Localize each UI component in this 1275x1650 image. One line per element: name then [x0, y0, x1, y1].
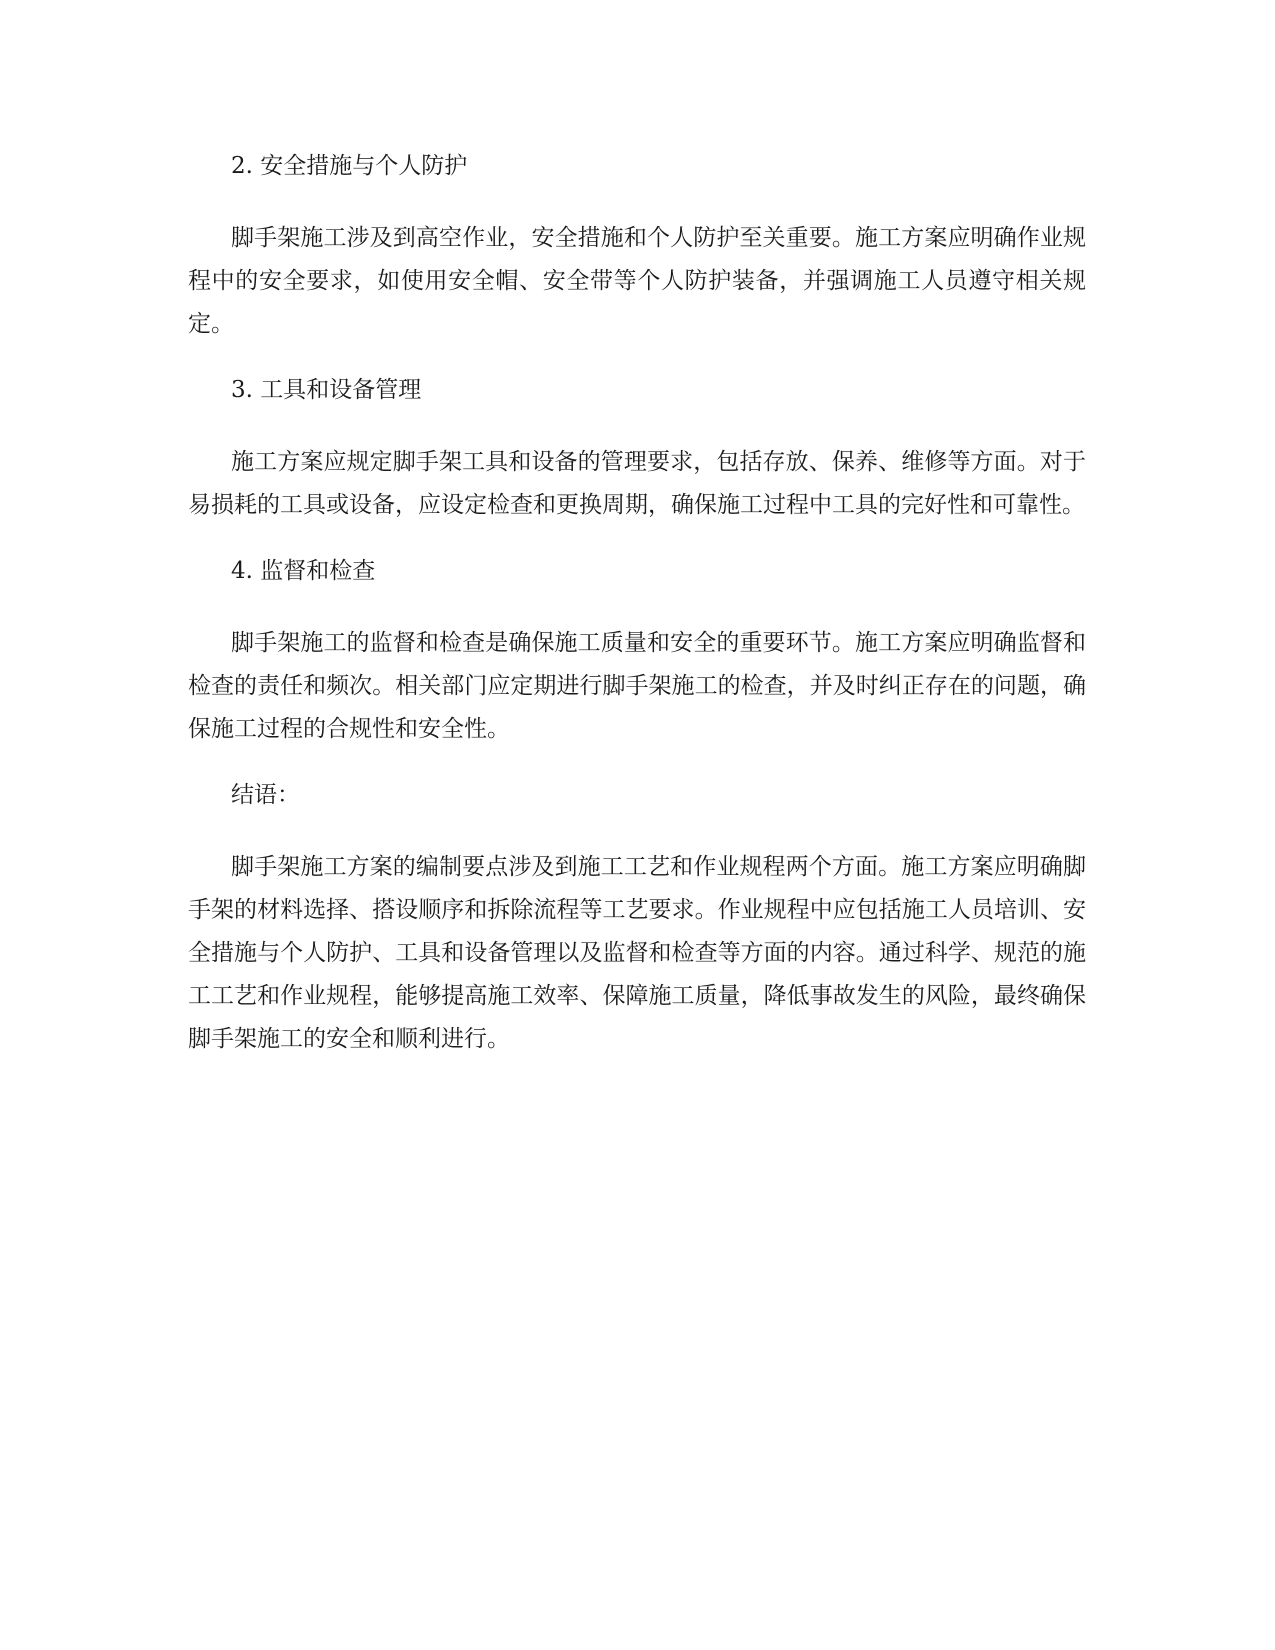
section-heading-safety: 2. 安全措施与个人防护 — [231, 153, 468, 179]
section-heading-tools: 3. 工具和设备管理 — [231, 377, 422, 403]
section-heading-conclusion: 结语： — [231, 782, 300, 808]
section-paragraph-conclusion: 脚手架施工方案的编制要点涉及到施工工艺和作业规程两个方面。施工方案应明确脚手架的材料选择、搭设顺序和拆除流程等工艺要求。作业规程中应包括施工人员培训、安全措施与个人防护、工具和设备管理以及监督和检查等方面的内容。通过科学、规范的施工工艺和作业规程，能够提高施工效率、保障施工质量，降低事故发生的风险，最终确保脚手架施工的安全和顺利进行。 — [188, 854, 1086, 1052]
document-body — [188, 144, 1086, 1083]
section-paragraph-safety: 脚手架施工涉及到高空作业，安全措施和个人防护至关重要。施工方案应明确作业规程中的安全要求，如使用安全帽、安全带等个人防护装备，并强调施工人员遵守相关规定。 — [188, 225, 1086, 337]
section-paragraph-tools: 施工方案应规定脚手架工具和设备的管理要求，包括存放、保养、维修等方面。对于易损耗的工具或设备，应设定检查和更换周期，确保施工过程中工具的完好性和可靠性。 — [188, 449, 1086, 518]
section-paragraph-supervision: 脚手架施工的监督和检查是确保施工质量和安全的重要环节。施工方案应明确监督和检查的责任和频次。相关部门应定期进行脚手架施工的检查，并及时纠正存在的问题，确保施工过程的合规性和安全性。 — [188, 630, 1086, 742]
section-heading-supervision: 4. 监督和检查 — [231, 558, 376, 584]
